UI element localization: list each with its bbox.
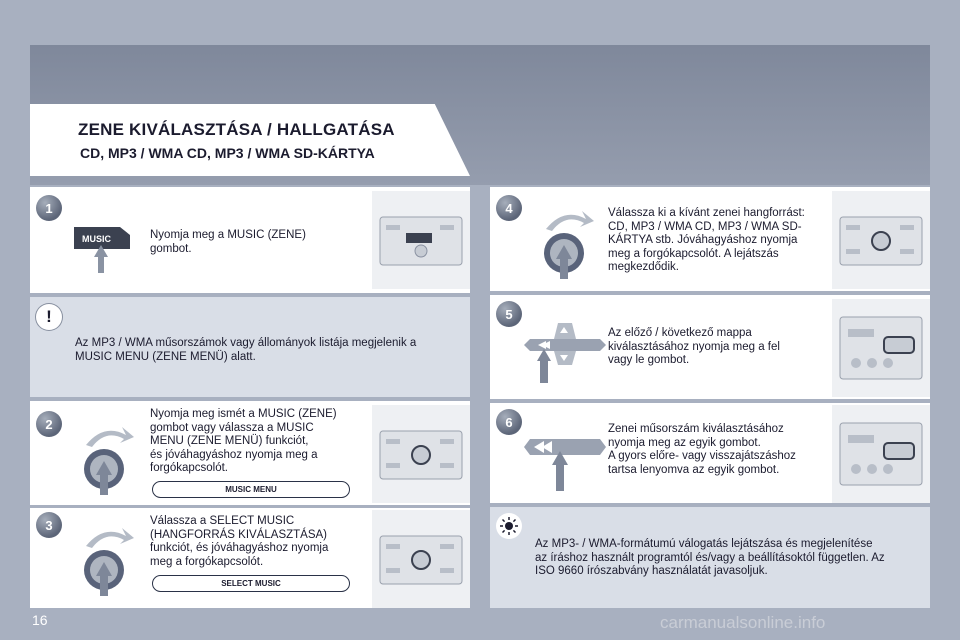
step-number-badge: 1	[36, 195, 62, 221]
step-2-panel	[30, 401, 470, 505]
step-6-panel	[490, 403, 930, 503]
step-number-badge: 2	[36, 411, 62, 437]
step-1-panel	[30, 187, 470, 293]
step-3-text: Válassza a SELECT MUSIC (HANGFORRÁS KIVÁLASZTÁSA) funkciót, és jóváhagyáshoz nyomja meg a forgókapcsolót.	[150, 515, 329, 568]
rotary-knob-icon	[74, 518, 140, 598]
step-4-text: Válassza ki a kívánt zenei hangforrást: CD, MP3 / WMA CD, MP3 / WMA SD- KÁRTYA stb. Jóváhagyáshoz nyomja meg a forgókapcsolót. A lejátszás megkezdődik.	[608, 207, 805, 273]
music-button-label: MUSIC	[82, 234, 111, 244]
select-music-label: SELECT MUSIC	[152, 575, 350, 592]
step-number-badge: 3	[36, 512, 62, 538]
rotary-knob-icon	[74, 417, 140, 497]
step-1-text: Nyomja meg a MUSIC (ZENE) gombot.	[150, 229, 306, 255]
page-number: 16	[32, 612, 48, 628]
step-number-badge: 6	[496, 409, 522, 435]
step-5-panel	[490, 295, 930, 399]
watermark: carmanualsonline.info	[660, 613, 826, 632]
radio-panel-image	[372, 510, 470, 608]
step-5-text: Az előző / következő mappa kiválasztásához nyomja meg a fel vagy le gombot.	[608, 327, 780, 366]
rotary-knob-icon	[534, 201, 600, 281]
music-button-icon	[72, 205, 134, 275]
warning-panel	[30, 297, 470, 397]
sun-icon	[496, 513, 522, 539]
radio-panel-image	[372, 405, 470, 503]
step-3-panel	[30, 508, 470, 608]
title-box	[30, 104, 470, 176]
music-menu-label: MUSIC MENU	[152, 481, 350, 498]
radio-panel-image	[832, 405, 930, 503]
step-number-badge: 5	[496, 301, 522, 327]
page-subtitle: CD, MP3 / WMA CD, MP3 / WMA SD-KÁRTYA	[80, 145, 375, 161]
tip-text: Az MP3- / WMA-formátumú válogatás lejátszása és megjelenítése az íráshoz használt programtól és/vagy a beállításoktól független. Az ISO 9660 írószabvány használatát javasoljuk.	[535, 538, 885, 577]
warning-icon: !	[36, 304, 62, 330]
track-button-icon	[520, 425, 610, 495]
step-6-text: Zenei műsorszám kiválasztásához nyomja meg az egyik gombot. A gyors előre- vagy visszajátszáshoz tartsa lenyomva az egyik gombot.	[608, 423, 796, 476]
tip-panel	[490, 507, 930, 608]
page-title: ZENE KIVÁLASZTÁSA / HALLGATÁSA	[78, 120, 395, 139]
up-down-button-icon	[520, 317, 610, 387]
warning-text: Az MP3 / WMA műsorszámok vagy állományok listája megjelenik a MUSIC MENU (ZENE MENÜ) alatt.	[75, 337, 417, 363]
step-4-panel	[490, 187, 930, 291]
radio-panel-image	[832, 299, 930, 397]
step-number-badge: 4	[496, 195, 522, 221]
radio-panel-image	[832, 191, 930, 289]
step-2-text: Nyomja meg ismét a MUSIC (ZENE) gombot vagy válassza a MUSIC MENU (ZENE MENÜ) funkciót, és jóváhagyáshoz nyomja meg a forgókapcsolót.	[150, 408, 337, 474]
radio-panel-image	[372, 191, 470, 289]
